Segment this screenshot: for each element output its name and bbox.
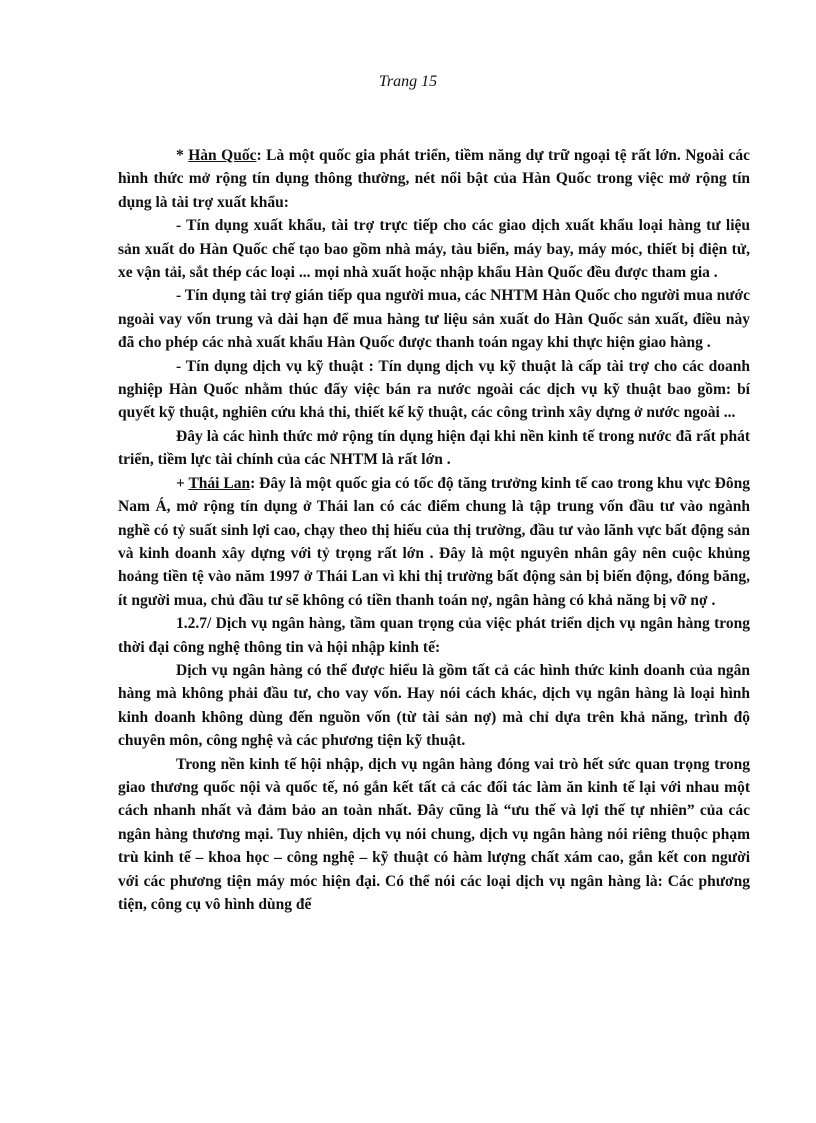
paragraph-thailand bbox=[118, 472, 750, 612]
bullet-marker: * bbox=[176, 147, 189, 164]
page-number: Trang 15 bbox=[378, 73, 438, 90]
country-label-thailand: Thái Lan bbox=[188, 474, 251, 492]
paragraph-korea-summary: Đây là các hình thức mở rộng tín dụng hiện đại khi nền kinh tế trong nước đã rất phát triển, tiềm lực tài chính của các NHTM là rất lớn . bbox=[118, 427, 750, 469]
document-body bbox=[118, 144, 750, 916]
paragraph-korea-indirect-credit: - Tín dụng tài trợ gián tiếp qua người mua, các NHTM Hàn Quốc cho người mua nước ngoài vay vốn trung và dài hạn để mua hàng tư liệu sản xuất do Hàn Quốc sản xuất, điều này đã cho phép các nhà xuất khẩu Hàn Quốc được thanh toán ngay khi thực hiện giao hàng . bbox=[118, 287, 750, 352]
paragraph-korea-export-credit: - Tín dụng xuất khẩu, tài trợ trực tiếp cho các giao dịch xuất khẩu loại hàng tư liệu sản xuất do Hàn Quốc chế tạo bao gồm nhà máy, tàu biển, máy bay, máy móc, thiết bị điện tử, xe vận tải, sắt thép các loại ... mọi nhà xuất hoặc nhập khẩu Hàn Quốc đều được tham gia . bbox=[118, 217, 750, 282]
section-heading: 1.2.7/ Dịch vụ ngân hàng, tầm quan trọng của việc phát triển dịch vụ ngân hàng trong thời đại công nghệ thông tin và hội nhập kinh tế: bbox=[118, 615, 750, 656]
paragraph-korea-technical-credit: - Tín dụng dịch vụ kỹ thuật : Tín dụng dịch vụ kỹ thuật là cấp tài trợ cho các doanh nghiệp Hàn Quốc nhằm thúc đẩy việc bán ra nước ngoài các dịch vụ kỹ thuật bao gồm: bí quyết kỹ thuật, nghiên cứu khả thi, thiết kế kỹ thuật, các công trình xây dựng ở nước ngoài ... bbox=[118, 357, 750, 422]
paragraph-korea-intro bbox=[118, 144, 750, 214]
country-label-korea: Hàn Quốc bbox=[188, 147, 257, 164]
korea-intro-text: : Là một quốc gia phát triển, tiềm năng dự trữ ngoại tệ rất lớn. Ngoài các hình thức mở rộng tín dụng thông thường, nét nổi bật của Hàn Quốc trong việc mở rộng tín dụng là tài trợ xuất khẩu: bbox=[118, 147, 750, 211]
paragraph-services-role: Trong nền kinh tế hội nhập, dịch vụ ngân hàng đóng vai trò hết sức quan trọng trong giao thương quốc nội và quốc tế, nó gắn kết tất cả các đối tác làm ăn kinh tế lại với nhau một cách nhanh nhất và đảm bảo an toàn nhất. Đây cũng là “ưu thế và lợi thế tự nhiên” của các ngân hàng thương mại. Tuy nhiên, dịch vụ nói chung, dịch vụ ngân hàng nói riêng thuộc phạm trù kinh tế – khoa học – công nghệ – kỹ thuật có hàm lượng chất xám cao, gắn kết con người với các phương tiện máy móc hiện đại. Có thể nói các loại dịch vụ ngân hàng là: Các phương tiện, công cụ vô hình dùng để bbox=[118, 755, 750, 913]
thailand-text: : Đây là một quốc gia có tốc độ tăng trưởng kinh tế cao trong khu vực Đông Nam Á, mở rộng tín dụng ở Thái lan có các điểm chung là tập trung vốn đầu tư vào ngành nghề có tỷ suất sinh lợi cao, chạy theo thị hiếu của thị trường, đầu tư vào lãnh vực bất động sản và kinh doanh xây dựng với tỷ trọng rất lớn . Đây là một nguyên nhân gây nên cuộc khủng hoảng tiền tệ vào năm 1997 ở Thái Lan vì khi thị trường bất động sản bị biến động, đóng băng, ít người mua, chủ đầu tư sẽ không có tiền thanh toán nợ, ngân hàng có khả năng bị vỡ nợ . bbox=[118, 474, 750, 609]
page-header bbox=[0, 73, 816, 91]
paragraph-services-definition: Dịch vụ ngân hàng có thể được hiểu là gồm tất cả các hình thức kinh doanh của ngân hàng mà không phải đầu tư, cho vay vốn. Hay nói cách khác, dịch vụ ngân hàng là loại hình kinh doanh không dùng đến nguồn vốn (từ tài sản nợ) mà chỉ dựa trên khả năng, trình độ chuyên môn, công nghệ và các phương tiện kỹ thuật. bbox=[118, 661, 750, 750]
plus-marker: + bbox=[176, 474, 189, 492]
